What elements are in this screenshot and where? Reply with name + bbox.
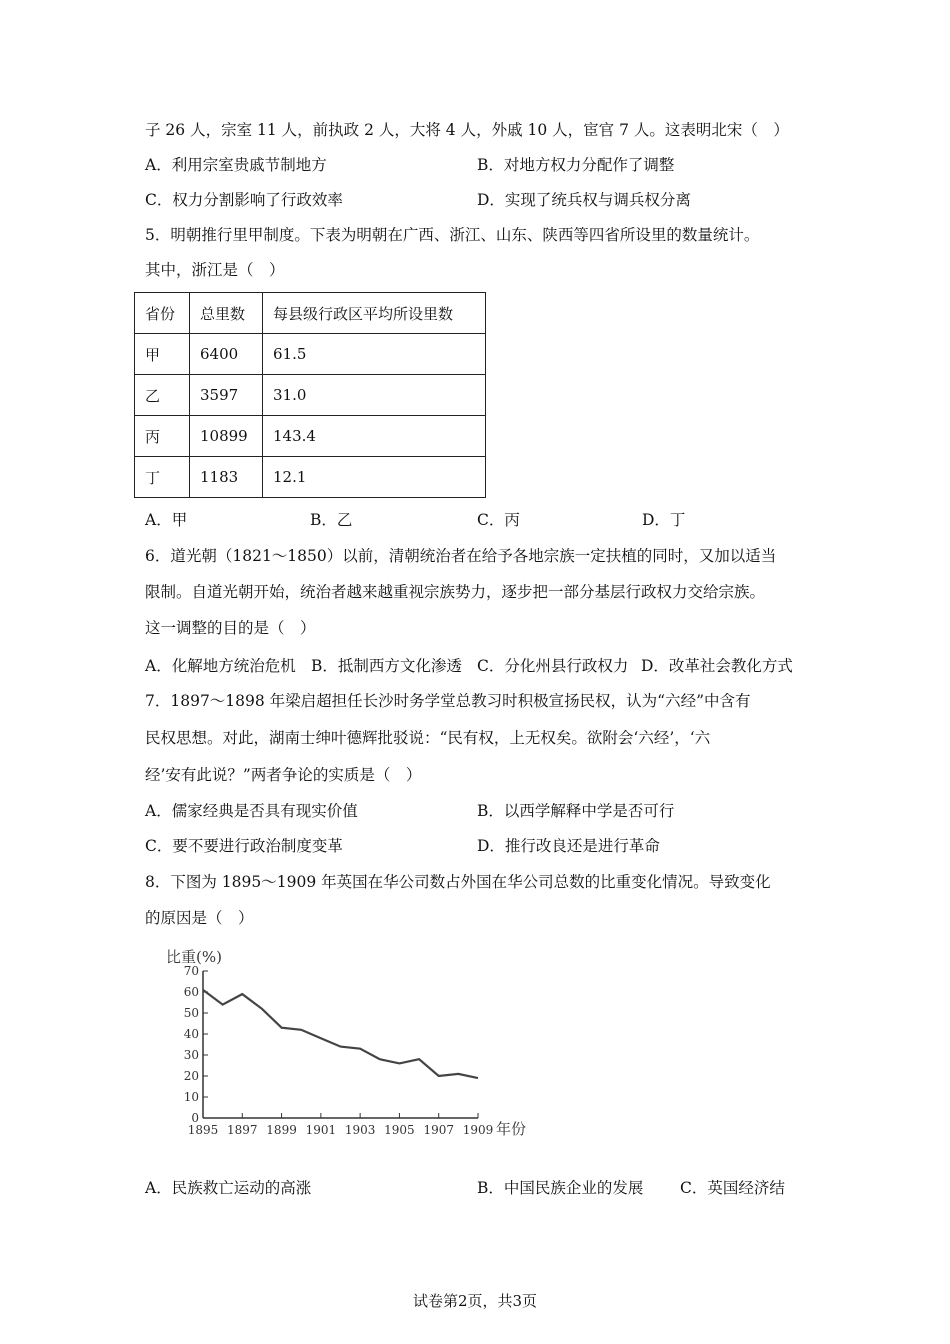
chart-x-tick-label: 1909 xyxy=(462,1123,494,1137)
chart-y-tick-label: 30 xyxy=(183,1048,199,1062)
q8-line-chart xyxy=(160,940,540,1150)
table-header-cell: 每县级行政区平均所设里数 xyxy=(263,293,486,334)
q5-table xyxy=(134,292,486,498)
q6-stem-line-3: 这一调整的目的是（ ） xyxy=(145,619,316,637)
page-footer: 试卷第2页，共3页 xyxy=(412,1292,538,1310)
chart-x-tick-label: 1897 xyxy=(227,1123,258,1137)
q5-option-d[interactable]: D．丁 xyxy=(642,511,686,529)
table-cell: 6400 xyxy=(190,334,263,375)
table-cell: 丙 xyxy=(135,416,190,457)
q7-stem-line-2: 民权思想。对此，湖南士绅叶德辉批驳说：“民有权，上无权矣。欲附会‘六经’，‘六 xyxy=(145,729,711,747)
table-cell: 31.0 xyxy=(263,375,486,416)
table-cell: 1183 xyxy=(190,457,263,498)
q8-stem-line-2: 的原因是（ ） xyxy=(145,909,254,927)
q4-option-b[interactable]: B．对地方权力分配作了调整 xyxy=(477,156,675,174)
table-row xyxy=(135,334,486,375)
chart-x-tick-label: 1899 xyxy=(266,1123,297,1137)
chart-x-tick-label: 1901 xyxy=(305,1123,337,1137)
q5-stem-line-1: 5．明朝推行里甲制度。下表为明朝在广西、浙江、山东、陕西等四省所设里的数量统计。 xyxy=(145,226,760,244)
q4-option-a[interactable]: A．利用宗室贵戚节制地方 xyxy=(145,156,327,174)
chart-x-tick-label: 1903 xyxy=(344,1123,376,1137)
table-header-row xyxy=(135,293,486,334)
chart-y-tick-label: 60 xyxy=(183,985,199,999)
table-cell: 甲 xyxy=(135,334,190,375)
q6-option-a[interactable]: A．化解地方统治危机 xyxy=(145,657,296,675)
chart-ylabel: 比重(%) xyxy=(166,948,222,966)
table-header-cell: 省份 xyxy=(135,293,190,334)
chart-x-tick-label: 1905 xyxy=(384,1123,415,1137)
q5-option-a[interactable]: A．甲 xyxy=(145,511,188,529)
chart-series-line xyxy=(203,990,478,1078)
q6-stem-line-1: 6．道光朝（1821～1850）以前，清朝统治者在给予各地宗族一定扶植的同时，又加以适当 xyxy=(145,547,777,565)
chart-xlabel: 年份 xyxy=(496,1120,527,1138)
table-cell: 61.5 xyxy=(263,334,486,375)
q6-option-c[interactable]: C．分化州县行政权力 xyxy=(477,657,629,675)
q5-option-b[interactable]: B．乙 xyxy=(310,511,353,529)
table-header-cell: 总里数 xyxy=(190,293,263,334)
q8-option-c[interactable]: C．英国经济结 xyxy=(680,1179,785,1197)
table-row xyxy=(135,416,486,457)
q4-stem-tail: 子 26 人，宗室 11 人，前执政 2 人，大将 4 人，外戚 10 人，宦官 7 人。这表明北宋（ ） xyxy=(145,121,789,139)
q8-option-a[interactable]: A．民族救亡运动的高涨 xyxy=(145,1179,312,1197)
q7-option-d[interactable]: D．推行改良还是进行革命 xyxy=(477,837,660,855)
q8-stem-line-1: 8．下图为 1895～1909 年英国在华公司数占外国在华公司总数的比重变化情况。导致变化 xyxy=(145,873,771,891)
q4-option-d[interactable]: D．实现了统兵权与调兵权分离 xyxy=(477,191,691,209)
q7-stem-line-3: 经’安有此说？”两者争论的实质是（ ） xyxy=(145,766,422,784)
table-cell: 10899 xyxy=(190,416,263,457)
q7-option-c[interactable]: C．要不要进行政治制度变革 xyxy=(145,837,343,855)
table-cell: 丁 xyxy=(135,457,190,498)
q7-option-a[interactable]: A．儒家经典是否具有现实价值 xyxy=(145,802,358,820)
table-cell: 12.1 xyxy=(263,457,486,498)
q5-option-c[interactable]: C．丙 xyxy=(477,511,520,529)
q6-option-b[interactable]: B．抵制西方文化渗透 xyxy=(311,657,462,675)
table-cell: 143.4 xyxy=(263,416,486,457)
q6-stem-line-2: 限制。自道光朝开始，统治者越来越重视宗族势力，逐步把一部分基层行政权力交给宗族。 xyxy=(145,583,766,601)
q5-stem-line-2: 其中，浙江是（ ） xyxy=(145,261,285,279)
table-row xyxy=(135,375,486,416)
chart-x-tick-label: 1907 xyxy=(423,1123,454,1137)
table-cell: 3597 xyxy=(190,375,263,416)
q7-option-b[interactable]: B．以西学解释中学是否可行 xyxy=(477,802,675,820)
chart-y-tick-label: 0 xyxy=(191,1111,199,1125)
chart-y-tick-label: 70 xyxy=(183,964,199,978)
chart-x-tick-label: 1895 xyxy=(187,1123,219,1137)
table-cell: 乙 xyxy=(135,375,190,416)
chart-y-tick-label: 50 xyxy=(183,1006,199,1020)
q4-option-c[interactable]: C．权力分割影响了行政效率 xyxy=(145,191,343,209)
chart-y-tick-label: 20 xyxy=(183,1069,199,1083)
q6-option-d[interactable]: D．改革社会教化方式 xyxy=(641,657,793,675)
chart-y-tick-label: 40 xyxy=(183,1027,199,1041)
chart-y-tick-label: 10 xyxy=(183,1090,199,1104)
q7-stem-line-1: 7．1897～1898 年梁启超担任长沙时务学堂总教习时积极宣扬民权，认为“六经”中含有 xyxy=(145,692,751,710)
table-row xyxy=(135,457,486,498)
q8-option-b[interactable]: B．中国民族企业的发展 xyxy=(477,1179,644,1197)
